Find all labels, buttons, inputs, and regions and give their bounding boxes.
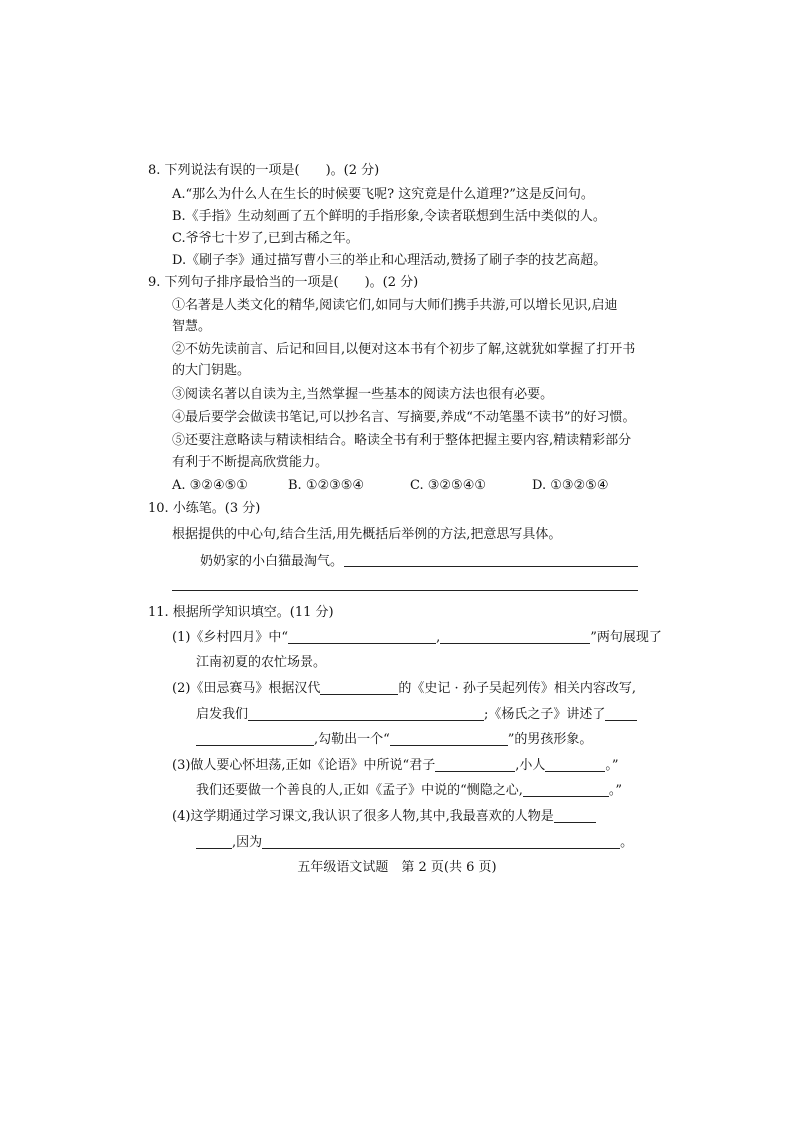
q11-part2-line2 <box>196 706 637 724</box>
q11-part3-line2 <box>196 782 622 800</box>
q11-p2-blank-2[interactable] <box>248 706 484 721</box>
q11-p3-text-e: 。” <box>608 783 623 798</box>
q11-p1-text-c: 江南初夏的农忙场景。 <box>196 655 327 670</box>
q11-p2-blank-3-cont[interactable] <box>196 731 314 746</box>
q11-part1-line1 <box>172 629 662 647</box>
q8-option-a: A.“那么为什么人在生长的时候要飞呢? 这究竟是什么道理?”这是反问句。 <box>172 187 594 202</box>
q11-p4-text-b: ,因为 <box>232 835 263 850</box>
q11-p3-text-d: 我们还要做一个善良的人,正如《孟子》中说的“恻隐之心, <box>196 783 523 798</box>
q11-p2-blank-1[interactable] <box>320 680 398 695</box>
q11-p4-text-c: 。 <box>620 835 634 850</box>
q11-p4-blank-2[interactable] <box>262 834 620 849</box>
q10-topic-sentence: 奶奶家的小白猫最淘气。 <box>200 554 344 569</box>
q11-p1-text-b: ”两句展现了 <box>590 630 662 645</box>
q11-stem: 11. 根据所学知识填空。(11 分) <box>148 605 334 620</box>
q11-p2-text-b: 的《史记 · 孙子吴起列传》相关内容改写, <box>398 681 636 696</box>
q11-p2-blank-3[interactable] <box>605 706 637 721</box>
q11-p4-blank-1[interactable] <box>554 808 596 823</box>
q9-sentence-1: ①名著是人类文化的精华,阅读它们,如同与大师们携手共游,可以增长见识,启迪 <box>172 298 618 313</box>
q11-part4-line1 <box>172 808 596 826</box>
q11-part2-line1 <box>172 680 636 698</box>
page-footer: 五年级语文试题 第 2 页(共 6 页) <box>297 860 497 875</box>
q11-p2-text-c: 启发我们 <box>196 707 249 722</box>
q9-sentence-2: ②不妨先读前言、后记和回目,以便对这本书有个初步了解,这就犹如掌握了打开书 <box>172 342 636 357</box>
q11-p3-blank-1[interactable] <box>435 757 515 772</box>
q11-part4-line2 <box>196 834 633 852</box>
q11-p4-blank-1-cont[interactable] <box>196 834 232 849</box>
q11-p2-blank-4[interactable] <box>390 731 508 746</box>
q8-option-c: C.爷爷七十岁了,已到古稀之年。 <box>172 231 359 246</box>
q8-option-d: D.《刷子李》通过描写曹小三的举止和心理活动,赞扬了刷子李的技艺高超。 <box>172 253 607 268</box>
q9-sentence-1-cont: 智慧。 <box>172 319 212 334</box>
q11-part2-line3 <box>196 731 592 749</box>
q9-sentence-3: ③阅读名著以自读为主,当然掌握一些基本的阅读方法也很有必要。 <box>172 387 554 402</box>
q9-sentence-5: ⑤还要注意略读与精读相结合。略读全书有利于整体把握主要内容,精读精彩部分 <box>172 433 632 448</box>
q11-p3-text-a: (3)做人要心怀坦荡,正如《论语》中所说“君子 <box>172 758 436 773</box>
q10-stem: 10. 小练笔。(3 分) <box>148 501 261 516</box>
q11-p2-text-f: ”的男孩形象。 <box>507 732 593 747</box>
q10-instruction: 根据提供的中心句,结合生活,用先概括后举例的方法,把意思写具体。 <box>172 527 562 542</box>
q11-p3-text-c: 。” <box>605 758 619 773</box>
q8-option-b: B.《手指》生动刻画了五个鲜明的手指形象,令读者联想到生活中类似的人。 <box>172 209 606 224</box>
q9-sentence-2-cont: 的大门钥匙。 <box>172 363 251 378</box>
q11-p3-blank-3[interactable] <box>523 782 609 797</box>
q9-option-b: B. ①②③⑤④ <box>288 478 365 493</box>
q11-p3-blank-2[interactable] <box>545 757 605 772</box>
q11-p1-text-a: (1)《乡村四月》中“ <box>172 630 289 645</box>
q10-answer-line-2[interactable] <box>172 590 638 591</box>
q11-part3-line1 <box>172 757 619 775</box>
q11-p2-text-e: ,勾勒出一个“ <box>314 732 390 747</box>
q10-answer-line-1[interactable] <box>344 566 638 567</box>
q9-option-a: A. ③②④⑤① <box>172 478 248 493</box>
q9-sentence-4: ④最后要学会做读书笔记,可以抄名言、写摘要,养成“不动笔墨不读书”的好习惯。 <box>172 410 636 425</box>
q9-sentence-5-cont: 有利于不断提高欣赏能力。 <box>172 455 329 470</box>
q11-p2-text-d: ;《杨氏之子》讲述了 <box>484 707 606 722</box>
q11-p3-text-b: ,小人 <box>515 758 546 773</box>
q9-option-c: C. ③②⑤④① <box>410 478 487 493</box>
q11-p1-comma: , <box>436 630 441 645</box>
q8-stem: 8. 下列说法有误的一项是( )。(2 分) <box>148 163 380 178</box>
q11-p1-blank-1[interactable] <box>288 629 436 644</box>
q11-p1-blank-2[interactable] <box>440 629 590 644</box>
q9-option-d: D. ①③②⑤④ <box>532 478 609 493</box>
q11-p2-text-a: (2)《田忌赛马》根据汉代 <box>172 681 321 696</box>
q9-stem: 9. 下列句子排序最恰当的一项是( )。(2 分) <box>148 275 419 290</box>
q11-p4-text-a: (4)这学期通过学习课文,我认识了很多人物,其中,我最喜欢的人物是 <box>172 809 554 824</box>
